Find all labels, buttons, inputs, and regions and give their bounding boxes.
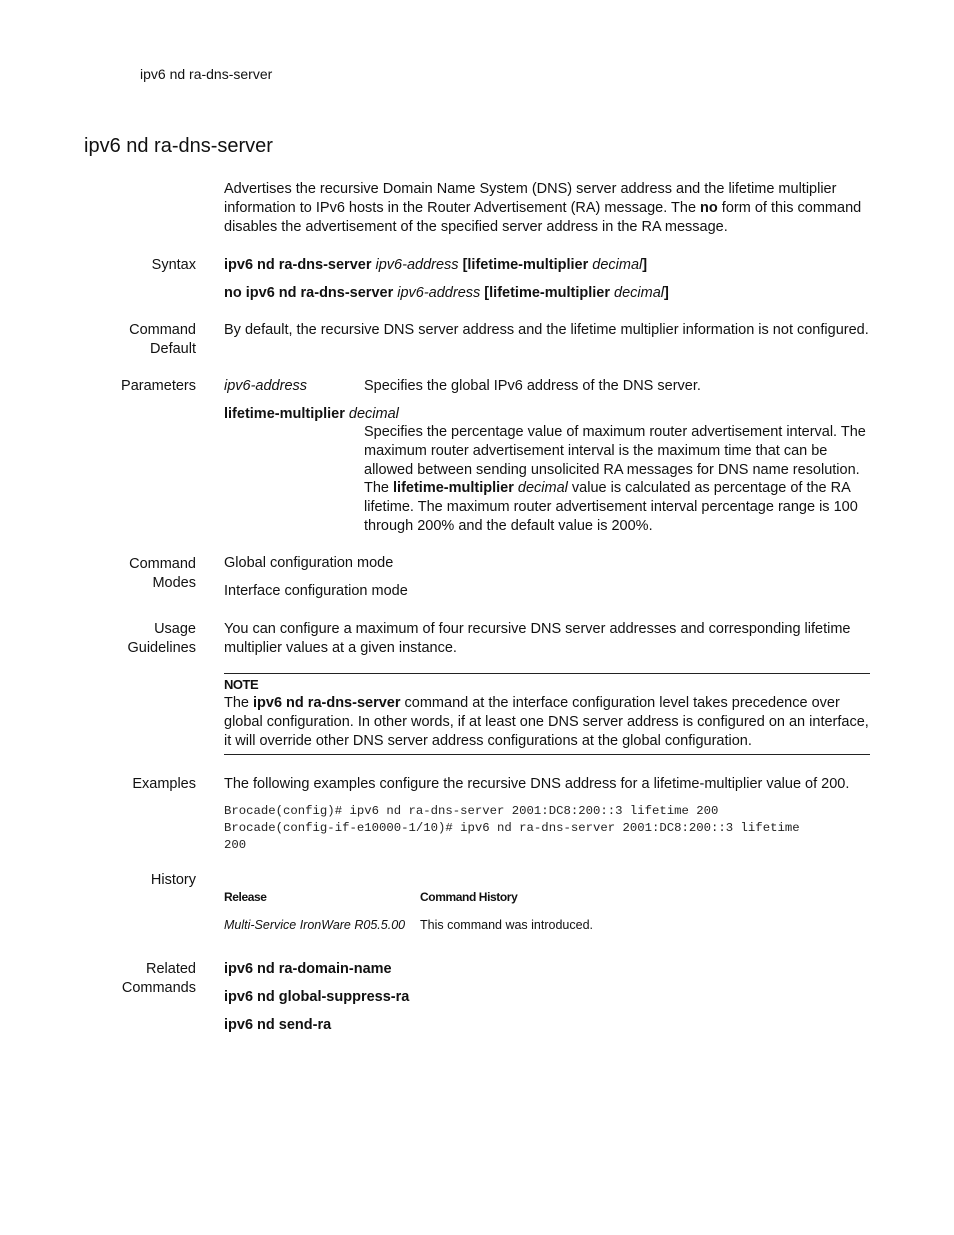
- code-line-3: 200: [224, 838, 247, 852]
- param-desc-ipv6-address: Specifies the global IPv6 address of the DNS server.: [364, 378, 701, 394]
- related-command-link[interactable]: ipv6 nd ra-domain-name: [224, 961, 392, 977]
- param-name-ipv6-address: ipv6-address: [224, 378, 308, 394]
- related-commands-label: Related Commands: [121, 961, 196, 996]
- running-header: ipv6 nd ra-dns-server: [140, 66, 273, 82]
- syntax-line-2: no ipv6 nd ra-dns-server ipv6-address [lifetime-multiplier decimal]: [224, 285, 669, 301]
- usage-text: You can configure a maximum of four recursive DNS server addresses and corresponding lifetime multiplier values at a given instance.: [224, 621, 851, 656]
- usage-guidelines-label: Usage Guidelines: [127, 621, 196, 656]
- param-name-lifetime-multiplier: lifetime-multiplier decimal: [224, 406, 399, 422]
- note-text: The ipv6 nd ra-dns-server command at the interface configuration level takes precedence over global configuration. In other words, if at least one DNS server address is configured on an interface, it will override other DNS server address configurations at the global configuration.: [224, 695, 869, 749]
- code-line-1: Brocade(config)# ipv6 nd ra-dns-server 2001:DC8:200::3 lifetime 200: [224, 804, 719, 818]
- command-default-label: Command Default: [129, 322, 196, 357]
- mode-interface: Interface configuration mode: [224, 583, 408, 599]
- note-bottom-rule: [224, 754, 870, 755]
- history-header-release: Release: [224, 890, 267, 904]
- history-row-change: This command was introduced.: [420, 918, 593, 932]
- command-default-text: By default, the recursive DNS server address and the lifetime multiplier information is not configured.: [224, 322, 869, 338]
- description: Advertises the recursive Domain Name System (DNS) server address and the lifetime multiplier information to IPv6 hosts in the Router Advertisement (RA) message. The no form of this command disables the advertisement of the specified server address in the RA message.: [224, 181, 862, 235]
- related-command-link[interactable]: ipv6 nd send-ra: [224, 1017, 332, 1033]
- history-row-release: Multi-Service IronWare R05.5.00: [224, 918, 406, 932]
- code-line-2: Brocade(config-if-e10000-1/10)# ipv6 nd ra-dns-server 2001:DC8:200::3 lifetime: [224, 821, 800, 835]
- syntax-line-1: ipv6 nd ra-dns-server ipv6-address [lifetime-multiplier decimal]: [224, 257, 648, 273]
- syntax-label: Syntax: [151, 257, 196, 273]
- page-title: ipv6 nd ra-dns-server: [84, 135, 273, 157]
- examples-text: The following examples configure the recursive DNS address for a lifetime-multiplier value of 200.: [224, 776, 850, 792]
- command-modes-label: Command Modes: [129, 556, 196, 591]
- note-top-rule: [224, 673, 870, 674]
- mode-global: Global configuration mode: [224, 555, 394, 571]
- note-title: NOTE: [224, 677, 259, 692]
- examples-label: Examples: [132, 776, 196, 792]
- parameters-label: Parameters: [121, 378, 196, 394]
- history-label: History: [150, 872, 196, 888]
- related-command-link[interactable]: ipv6 nd global-suppress-ra: [224, 989, 410, 1005]
- history-header-command-history: Command History: [420, 890, 518, 904]
- param-desc-lifetime-multiplier: Specifies the percentage value of maximum router advertisement interval. The maximum router advertisement interval is the maximum time that can be allowed between sending unsolicited RA messages for DNS name resolution. The lifetime-multiplier decimal value is calculated as percentage of the RA lifetime. The maximum router advertisement interval percentage range is 100 through 200% and the default value is 200%.: [364, 424, 866, 534]
